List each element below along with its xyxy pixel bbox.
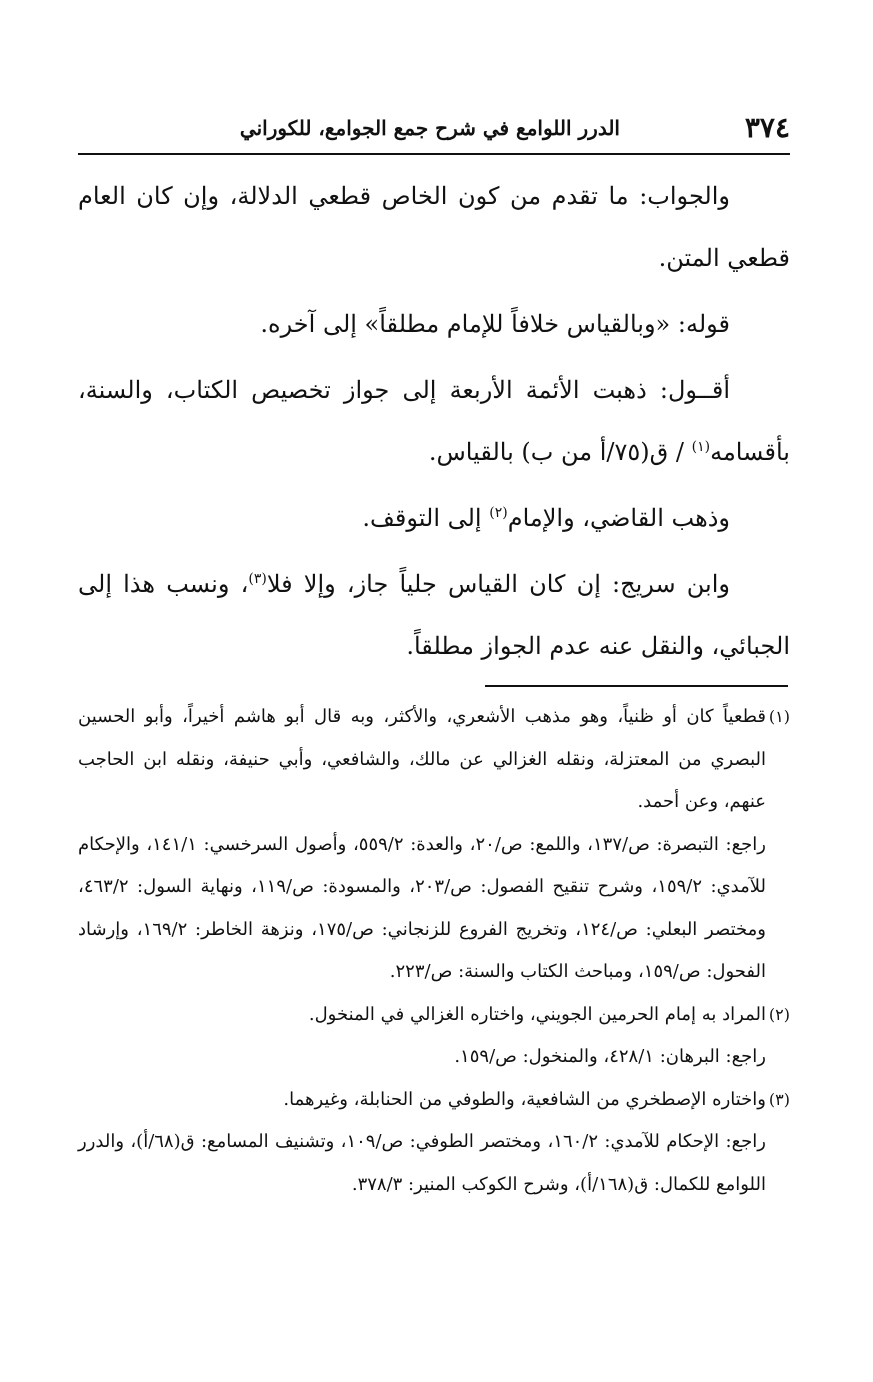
- paragraph-quote: قوله: «وبالقياس خلافاً للإمام مطلقاً» إلى آخره.: [260, 310, 730, 338]
- footnote-item: [78, 1079, 790, 1207]
- paragraph-opinion-qadi: [78, 487, 790, 549]
- main-text: [78, 165, 790, 681]
- footnote-marker: (٢): [768, 1004, 790, 1024]
- paragraph-opinion-ibn-surayj: [78, 553, 790, 677]
- footnote-item: [78, 696, 790, 994]
- header-rule: [78, 153, 790, 155]
- footnote-ref-2[interactable]: (٢): [489, 505, 508, 521]
- footnote-text: [78, 1079, 790, 1122]
- page-header: [78, 108, 790, 148]
- paragraph-text: وابن سريج: إن كان القياس جلياً جاز، وإلا فلا: [266, 570, 730, 598]
- paragraph-answer: والجواب: ما تقدم من كون الخاص قطعي الدلالة، وإن كان العام قطعي المتن.: [78, 182, 790, 272]
- footnote-text: [78, 994, 790, 1037]
- footnote-references: راجع: التبصرة: ص/١٣٧، واللمع: ص/٢٠، والعدة: ٥٥٩/٢، وأصول السرخسي: ١٤١/١، والإحكام للآمدي: ١٥٩/٢، وشرح تنقيح الفصول: ص/٢٠٣، والمسودة: ص/١١٩، ونهاية السول: ٤٦٣/٢، ومختصر البعلي: ص/١٢٤، وتخريج الفروع للزنجاني: ص/١٧٥، ونزهة الخاطر: ١٦٩/٢، وإرشاد الفحول: ص/١٥٩، ومباحث الكتاب والسنة: ص/٢٢٣.: [78, 833, 767, 982]
- footnote-separator: [485, 685, 788, 687]
- footnotes: [78, 696, 790, 1206]
- page-number: ٣٧٤: [744, 111, 790, 144]
- footnote-body: المراد به إمام الحرمين الجويني، واختاره الغزالي في المنخول.: [308, 1003, 766, 1025]
- footnote-ref-1[interactable]: (١): [691, 439, 711, 455]
- footnote-item: [78, 994, 790, 1079]
- paragraph-text: إلى التوقف.: [362, 504, 490, 532]
- footnote-marker: (١): [768, 707, 790, 726]
- footnote-ref-3[interactable]: (٣): [248, 571, 267, 587]
- footnote-references: راجع: الإحكام للآمدي: ١٦٠/٢، ومختصر الطوفي: ص/١٠٩، وتشنيف المسامع: ق(٦٨/أ)، والدرر اللوامع للكمال: ق(١٦٨/أ)، وشرح الكوكب المنير: ٣٧٨/٣.: [78, 1131, 766, 1195]
- footnote-references: راجع: البرهان: ٤٢٨/١، والمنخول: ص/١٥٩.: [454, 1046, 766, 1067]
- footnote-body: قطعياً كان أو ظنياً، وهو مذهب الأشعري، والأكثر، وبه قال أبو هاشم أخيراً، وأبو الحسين البصري من المعتزلة، ونقله الغزالي عن مالك، والشافعي، وأبي حنيفة، ونقله ابن الحاجب عنهم، وعن أحمد.: [78, 706, 766, 812]
- footnote-marker: (٣): [768, 1089, 790, 1109]
- paragraph-text: ، ونسب هذا إلى الجبائي، والنقل عنه عدم الجواز مطلقاً.: [78, 570, 790, 660]
- paragraph-text: / ق(٧٥/أ من ب) بالقياس.: [428, 438, 692, 466]
- footnote-text: [78, 696, 790, 824]
- footnote-body: واختاره الإصطخري من الشافعية، والطوفي من الحنابلة، وغيرهما.: [283, 1088, 766, 1110]
- running-title: الدرر اللوامع في شرح جمع الجوامع، للكوراني: [239, 116, 620, 140]
- paragraph-text: وذهب القاضي، والإمام: [507, 504, 730, 532]
- paragraph-opinion-four-imams: [78, 359, 790, 483]
- paragraph-text: أقــول: ذهبت الأئمة الأربعة إلى جواز تخصيص الكتاب، والسنة، بأقسامه: [78, 376, 790, 466]
